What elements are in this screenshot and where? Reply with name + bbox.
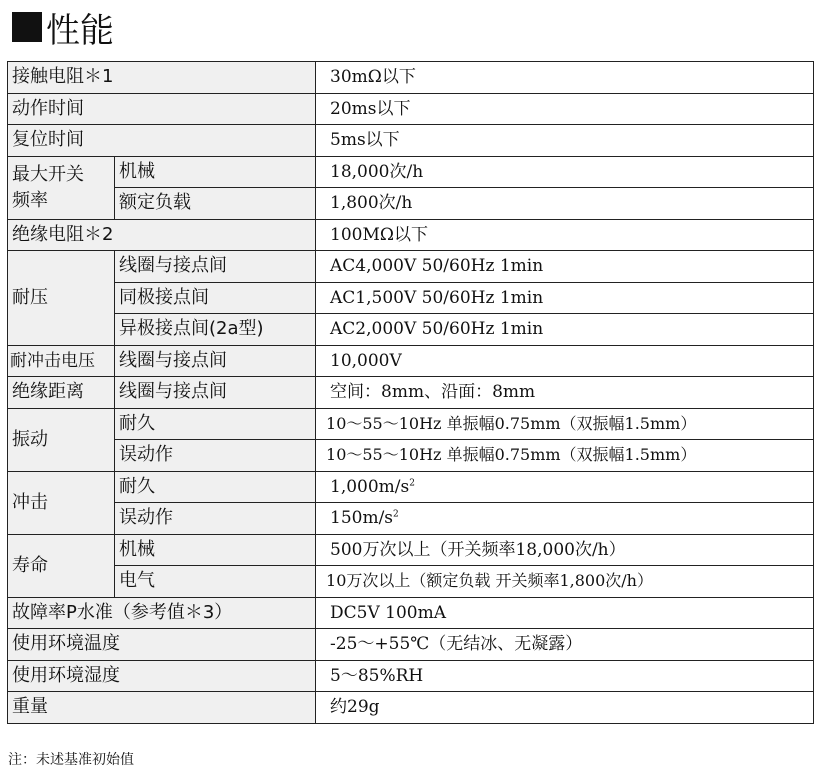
row-value: 约29g (316, 692, 814, 724)
footnote: 注：未述基准初始值 (8, 752, 134, 768)
table-row (8, 156, 814, 188)
table-row (8, 282, 814, 314)
row-value: DC5V 100mA (316, 597, 814, 629)
row-group-label: 振动 (8, 408, 115, 471)
row-group-label-line2: 频率 (12, 189, 48, 211)
table-row (8, 566, 814, 598)
table-row (8, 314, 814, 346)
table-row (8, 597, 814, 629)
row-value: AC1,500V 50/60Hz 1min (316, 282, 814, 314)
row-sublabel: 线圈与接点间 (115, 377, 316, 409)
row-sublabel: 耐久 (115, 408, 316, 440)
table-row (8, 534, 814, 566)
row-label: 故障率P水准（参考值＊3） (8, 597, 316, 629)
table-row (8, 471, 814, 503)
table-row (8, 345, 814, 377)
row-sublabel: 机械 (115, 534, 316, 566)
row-value: 10万次以上（额定负载 开关频率1,800次/h） (316, 566, 814, 598)
table-row (8, 125, 814, 157)
table-row (8, 93, 814, 125)
table-row (8, 188, 814, 220)
table-row (8, 660, 814, 692)
row-value: AC4,000V 50/60Hz 1min (316, 251, 814, 283)
row-label: 复位时间 (8, 125, 316, 157)
row-label: 使用环境湿度 (8, 660, 316, 692)
row-value: 10,000V (316, 345, 814, 377)
value-superscript: 2 (393, 509, 399, 520)
table-row (8, 219, 814, 251)
row-sublabel: 额定负载 (115, 188, 316, 220)
row-label: 绝缘电阻＊2 (8, 219, 316, 251)
row-value: 5ms以下 (316, 125, 814, 157)
row-label: 动作时间 (8, 93, 316, 125)
row-value: AC2,000V 50/60Hz 1min (316, 314, 814, 346)
row-sublabel: 线圈与接点间 (115, 345, 316, 377)
row-value: 100MΩ以下 (316, 219, 814, 251)
value-main: 1,000m/s (330, 476, 410, 497)
value-main: 150m/s (330, 508, 394, 529)
table-row (8, 692, 814, 724)
row-sublabel: 异极接点间(2a型) (115, 314, 316, 346)
table-row (8, 251, 814, 283)
row-sublabel: 误动作 (115, 440, 316, 472)
row-sublabel: 耐久 (115, 471, 316, 503)
row-sublabel: 同极接点间 (115, 282, 316, 314)
row-sublabel: 线圈与接点间 (115, 251, 316, 283)
row-sublabel: 机械 (115, 156, 316, 188)
row-value: 10～55～10Hz 单振幅0.75mm（双振幅1.5mm） (316, 440, 814, 472)
row-label: 重量 (8, 692, 316, 724)
row-sublabel: 误动作 (115, 503, 316, 535)
table-row (8, 440, 814, 472)
row-value (316, 503, 814, 535)
row-value: 10～55～10Hz 单振幅0.75mm（双振幅1.5mm） (316, 408, 814, 440)
row-value: 空间：8mm、沿面：8mm (316, 377, 814, 409)
performance-spec-table (7, 61, 814, 724)
row-value (316, 471, 814, 503)
table-row (8, 408, 814, 440)
value-superscript: 2 (409, 478, 415, 489)
row-group-label: 寿命 (8, 534, 115, 597)
table-row (8, 377, 814, 409)
table-row (8, 629, 814, 661)
table-row (8, 62, 814, 94)
section-title-text: 性能 (46, 10, 114, 51)
row-group-label: 耐压 (8, 251, 115, 346)
row-value: 5～85%RH (316, 660, 814, 692)
table-row (8, 503, 814, 535)
row-value: 30mΩ以下 (316, 62, 814, 94)
row-value: 1,800次/h (316, 188, 814, 220)
row-group-label-line1: 最大开关 (12, 163, 84, 185)
row-value: -25～+55℃（无结冰、无凝露） (316, 629, 814, 661)
row-label: 绝缘距离 (8, 377, 115, 409)
section-title (12, 2, 114, 52)
row-sublabel: 电气 (115, 566, 316, 598)
row-label: 耐冲击电压 (8, 345, 115, 377)
square-bullet-icon (12, 12, 42, 42)
row-label: 接触电阻＊1 (8, 62, 316, 94)
row-value: 500万次以上（开关频率18,000次/h） (316, 534, 814, 566)
row-group-label: 冲击 (8, 471, 115, 534)
row-value: 18,000次/h (316, 156, 814, 188)
row-group-label (8, 156, 115, 219)
row-label: 使用环境温度 (8, 629, 316, 661)
row-value: 20ms以下 (316, 93, 814, 125)
